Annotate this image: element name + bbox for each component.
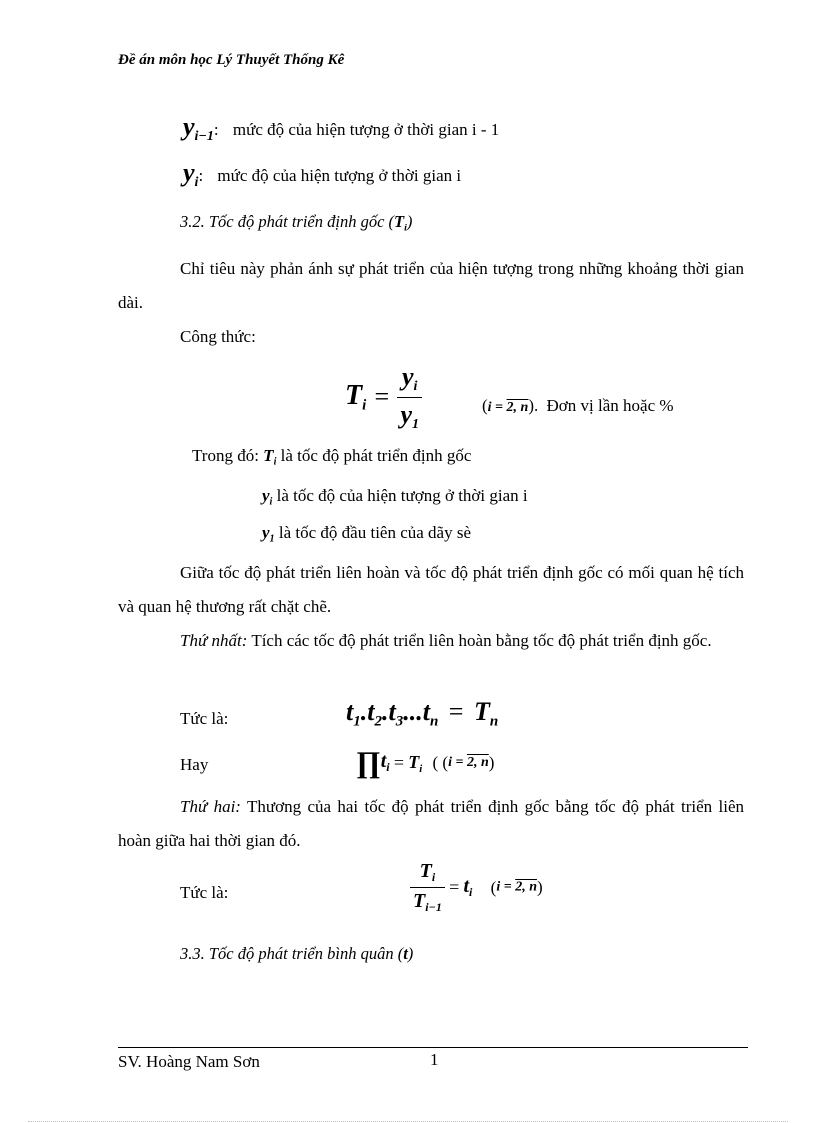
fraction: $\frac{y_i}{y_1}$ [397,362,422,433]
where-intro: Trong đó: $T_i$ là tốc độ phát triển định gốc [192,446,472,468]
formula-label: Công thức: [180,327,256,346]
footer-page-number: 1 [430,1050,439,1069]
tuc-la-label-1: Tức là: [180,709,229,728]
section-3-3-heading: 3.3. Tốc độ phát triển bình quân (t) [180,944,414,963]
second-relation-paragraph: Thứ hai: Thương của hai tốc độ phát triển định gốc bằng tốc độ phát triển liên hoàn giữa hai thời gian đó. [118,797,744,850]
definition-y-i-minus-1: $y_{i-1}$: mức độ của hiện tượng ở thời gian i - 1 [183,112,500,144]
section-3-2-heading: 3.2. Tốc độ phát triển định gốc $(T_i)$ [180,212,413,234]
hay-label: Hay [180,755,209,774]
product-formula: $t_1.t_2.t_3...t_n = T_n$ [346,697,499,730]
formula-ti: $T_i$ = $\frac{y_i}{y_1}$ [345,362,422,433]
definition-text: mức độ của hiện tượng ở thời gian i [217,166,462,185]
page-header-title: Đề án môn học Lý Thuyết Thống Kê [118,52,345,68]
pi-formula: $\prod t_i = T_i$ ( (i = 2, n) [356,746,495,779]
where-item-y1: $y_1$ là tốc độ đầu tiên của dãy sè [262,523,472,545]
where-item-yi: $y_i$ là tốc độ của hiện tượng ở thời gian i [262,486,528,508]
definition-y-i: $y_i$: mức độ của hiện tượng ở thời gian i [183,158,462,190]
section-3-2-paragraph: Chỉ tiêu này phản ánh sự phát triển của hiện tượng trong những khoảng thời gian dài. [118,259,744,312]
relation-paragraph: Giữa tốc độ phát triển liên hoàn và tốc độ phát triển định gốc có mối quan hệ tích và quan hệ thương rất chặt chẽ. [118,563,744,616]
fraction: $\frac{T_i}{T_{i-1}}$ [410,860,445,915]
formula-range-unit: (i = 2, n). Đơn vị lần hoặc % [482,396,674,415]
first-relation-paragraph: Thứ nhất: Tích các tốc độ phát triển liên hoàn bằng tốc độ phát triển định gốc. [180,631,712,650]
ratio-formula: $\frac{T_i}{T_{i-1}}$ = $t_i$ (i = 2, n) [410,860,543,915]
page-bottom-edge [28,1121,788,1122]
footer-author: SV. Hoàng Nam Sơn [118,1052,260,1071]
footer-divider [118,1047,748,1048]
definition-text: mức độ của hiện tượng ở thời gian i - 1 [232,120,500,139]
tuc-la-label-2: Tức là: [180,883,229,902]
symbol-y: $y_{i-1}$ [183,112,214,144]
symbol-y: $y_i$ [183,158,199,190]
